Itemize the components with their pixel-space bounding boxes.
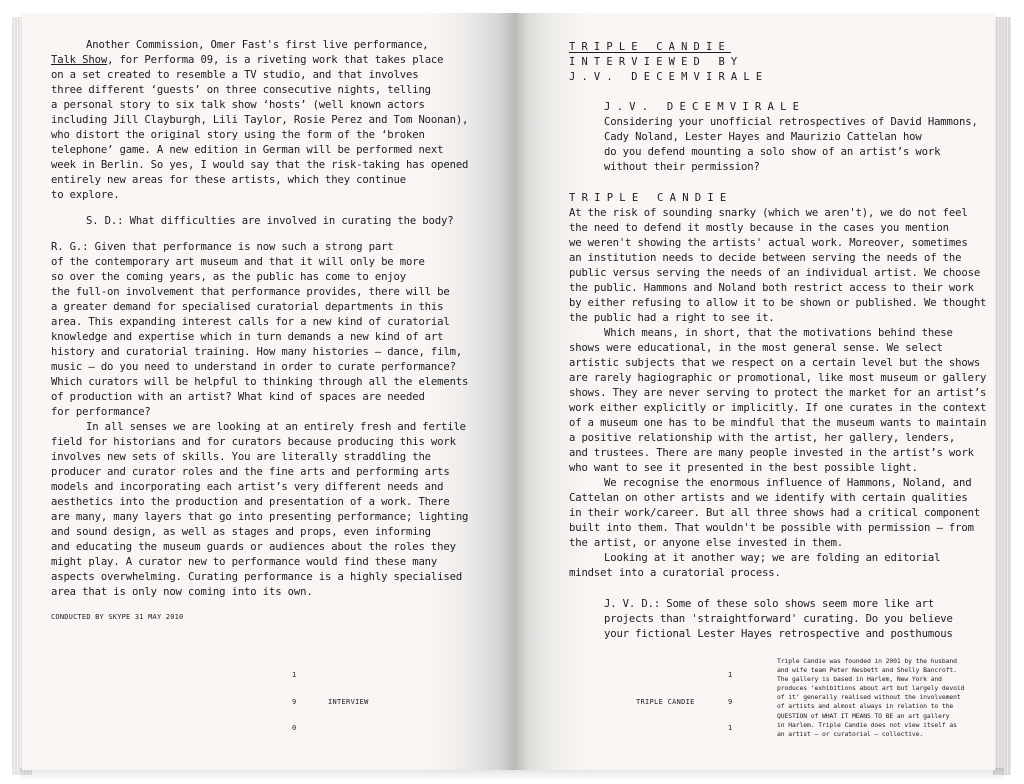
footnote-line: an artist – or curatorial – collective. — [777, 729, 924, 738]
text-line-content: Looking at it another way; we are folding an editorial — [604, 552, 941, 565]
footnote-line: in Harlem. Triple Candie does not view itself as — [777, 720, 957, 729]
article-heading — [569, 40, 989, 84]
text-line: your fictional Lester Hayes retrospective and posthumous — [604, 628, 953, 641]
folio-digit-3: 1 — [728, 724, 733, 732]
footnote-line: and wife team Peter Nesbett and Shelly Bancroft. — [777, 666, 957, 675]
question-text: S. D.: What difficulties are involved in curating the body? — [86, 215, 454, 227]
footnote — [777, 657, 964, 739]
section-label: TRIPLE CANDIE — [636, 698, 695, 706]
text-line: area. This expanding interest calls for a new kind of curatorial — [51, 316, 450, 328]
text-line: shows were educational, in the most general sense. We select — [569, 342, 943, 355]
text-line: artistic subjects that we respect on a certain level but the shows — [569, 357, 981, 370]
text-line: three different ‘guests’ on three consecutive nights, telling — [51, 84, 431, 96]
text-line: the public had a right to see it. — [569, 312, 775, 325]
answer-paragraph-1 — [51, 240, 506, 420]
text-line-content: We recognise the enormous influence of Hammons, Noland, and — [604, 477, 972, 490]
text-line: telephone’ game. A new edition in German will be performed next — [51, 144, 444, 156]
text-line — [569, 326, 989, 341]
text-line: without their permission? — [604, 161, 760, 174]
right-body-flow — [569, 40, 989, 642]
text-line: music – do you need to understand in order to curate performance? — [51, 361, 456, 373]
folio-digit-3: 0 — [292, 724, 297, 732]
text-line-content: , for Performa 09, is a riveting work that takes place — [107, 54, 444, 66]
interviewer-question — [51, 214, 506, 229]
text-line: Considering your unofficial retrospectives of David Hammons, — [604, 116, 978, 129]
text-line: of production with an artist? What kind of spaces are needed — [51, 391, 425, 403]
footnote-line: of artists and almost always in relation to the — [777, 702, 954, 711]
text-line: of a museum one has to be mindful that the museum wants to maintain — [569, 417, 987, 430]
speaker-label: TRIPLE CANDIE — [569, 192, 733, 205]
text-line: we weren't showing the artists' actual work. Moreover, sometimes — [569, 237, 968, 250]
text-line: and trustees. There are many people invested in the artist’s work — [569, 447, 974, 460]
text-line: At the risk of sounding snarky (which we aren't), we do not feel — [569, 207, 968, 220]
text-line: the need to defend it mostly because in the cases you mention — [569, 222, 949, 235]
text-line: who want to see it presented in the best possible light. — [569, 462, 918, 475]
text-line: are many, many layers that go into presenting performance; lighting — [51, 511, 469, 523]
footnote-line: The gallery is based in Harlem, New York and — [777, 675, 942, 684]
footnote-line: Triple Candie was founded in 2001 by the husband — [777, 657, 957, 665]
text-line: producer and curator roles and the fine arts and performing arts — [51, 466, 450, 478]
text-line-content: In all senses we are looking at an entirely fresh and fertile — [86, 421, 466, 433]
text-line: and educating the museum guards or audiences about the roles they — [51, 541, 456, 553]
text-line — [51, 214, 506, 229]
text-line: a personal story to six talk show ‘hosts’ (well known actors — [51, 99, 425, 111]
text-line: history and curatorial training. How many histories – dance, film, — [51, 346, 463, 358]
talk-show-title: Talk Show — [51, 54, 108, 66]
left-page — [22, 13, 514, 770]
text-line: are rarely hagiographic or promotional, like most museum or gallery — [569, 372, 987, 385]
text-line: field for historians and for curators because producing this work — [51, 436, 456, 448]
text-line: a positive relationship with the artist, her gallery, lenders, — [569, 432, 956, 445]
footnote-line: produces ‘exhibitions about art but largely devoid — [777, 684, 965, 693]
folio-digit-1: 1 — [728, 671, 733, 679]
text-line: entirely new areas for these artists, which they continue — [51, 174, 406, 186]
text-line: in their work/career. But all three shows had a critical component — [569, 507, 981, 520]
text-line: R. G.: Given that performance is now such a strong part — [51, 241, 394, 253]
text-line: to explore. — [51, 189, 120, 201]
text-line: models and incorporating each artist’s very different needs and — [51, 481, 444, 493]
answer-paragraph-2 — [51, 420, 506, 600]
text-line: built into them. That wouldn't be possible with permission – from — [569, 522, 974, 535]
text-line: on a set created to resemble a TV studio, and that involves — [51, 69, 419, 81]
text-line — [569, 476, 989, 491]
text-line: J. V. D.: Some of these solo shows seem more like art — [604, 598, 935, 611]
left-body-flow — [51, 38, 506, 622]
text-line: for performance? — [51, 406, 151, 418]
heading-line-2: INTERVIEWED BY — [569, 55, 744, 68]
conducted-by-note: CONDUCTED BY SKYPE 31 MAY 2010 — [51, 613, 184, 621]
text-line: mindset into a curatorial process. — [569, 567, 781, 580]
speaker-label: J.V. DECEMVIRALE — [604, 101, 806, 114]
text-line-content: Which means, in short, that the motivations behind these — [604, 327, 953, 340]
text-line: area that is only now coming into its own. — [51, 586, 313, 598]
footnote-line: QUESTION of WHAT IT MEANS TO BE an art gallery — [777, 711, 950, 720]
text-line: projects than 'straightforward' curating. Do you believe — [604, 613, 953, 626]
paragraph-1 — [51, 38, 506, 203]
text-line — [51, 38, 506, 53]
text-line: knowledge and expertise which in turn demands a new kind of art — [51, 331, 444, 343]
section-label: INTERVIEW — [328, 698, 369, 706]
text-line — [51, 53, 506, 68]
folio-digit-2: 9 — [728, 698, 733, 706]
text-line: the public. Hammons and Noland both restrict access to their work — [569, 282, 974, 295]
text-line — [51, 420, 506, 435]
text-line: do you defend mounting a solo show of an artist’s work — [604, 146, 941, 159]
text-line: shows. They are never serving to protect the market for an artist’s — [569, 387, 987, 400]
heading-line-3: J.V. DECEMVIRALE — [569, 70, 769, 83]
text-line: work either explicitly or implicitly. If one curates in the context — [569, 402, 987, 415]
text-line: the full-on involvement that performance provides, there will be — [51, 286, 450, 298]
text-line: Cattelan on other artists and we identify with certain qualities — [569, 492, 968, 505]
question-1 — [604, 100, 989, 175]
text-line: Cady Noland, Lester Hayes and Maurizio Cattelan how — [604, 131, 922, 144]
text-line: aesthetics into the production and presentation of a work. There — [51, 496, 450, 508]
text-line: involves new sets of skills. You are literally straddling the — [51, 451, 431, 463]
text-line-content: Another Commission, Omer Fast's first live performance, — [86, 39, 429, 51]
text-line: aspects overwhelming. Curating performance is a highly specialised — [51, 571, 463, 583]
text-line: so over the coming years, as the public has come to enjoy — [51, 271, 406, 283]
text-line: the artist, or anyone else invested in them. — [569, 537, 844, 550]
question-2 — [604, 597, 989, 642]
text-line: Which curators will be helpful to thinking through all the elements — [51, 376, 469, 388]
text-line: a greater demand for specialised curatorial departments in this — [51, 301, 444, 313]
folio-digit-1: 1 — [292, 671, 297, 679]
text-line: week in Berlin. So yes, I would say that the risk-taking has opened — [51, 159, 469, 171]
text-line: including Jill Clayburgh, Lili Taylor, Rosie Perez and Tom Noonan), — [51, 114, 469, 126]
heading-line-1: TRIPLE CANDIE — [569, 41, 731, 53]
text-line: by either refusing to allow it to be shown or published. We thought — [569, 297, 987, 310]
text-line: of the contemporary art museum and that it will only be more — [51, 256, 425, 268]
text-line: might play. A curator new to performance would find these many — [51, 556, 438, 568]
text-line: and sound design, as well as stages and props, even informing — [51, 526, 431, 538]
page-stack-right — [993, 17, 1011, 775]
text-line: public versus serving the needs of an individual artist. We choose — [569, 267, 981, 280]
folio-digit-2: 9 — [292, 698, 297, 706]
footnote-line: of it’ generally realised without the involvement — [777, 693, 961, 702]
answer-1 — [569, 191, 989, 581]
right-page — [514, 13, 995, 770]
text-line: who distort the original story using the form of the ‘broken — [51, 129, 425, 141]
text-line: an institution needs to decide between serving the needs of the — [569, 252, 962, 265]
text-line — [569, 551, 989, 566]
